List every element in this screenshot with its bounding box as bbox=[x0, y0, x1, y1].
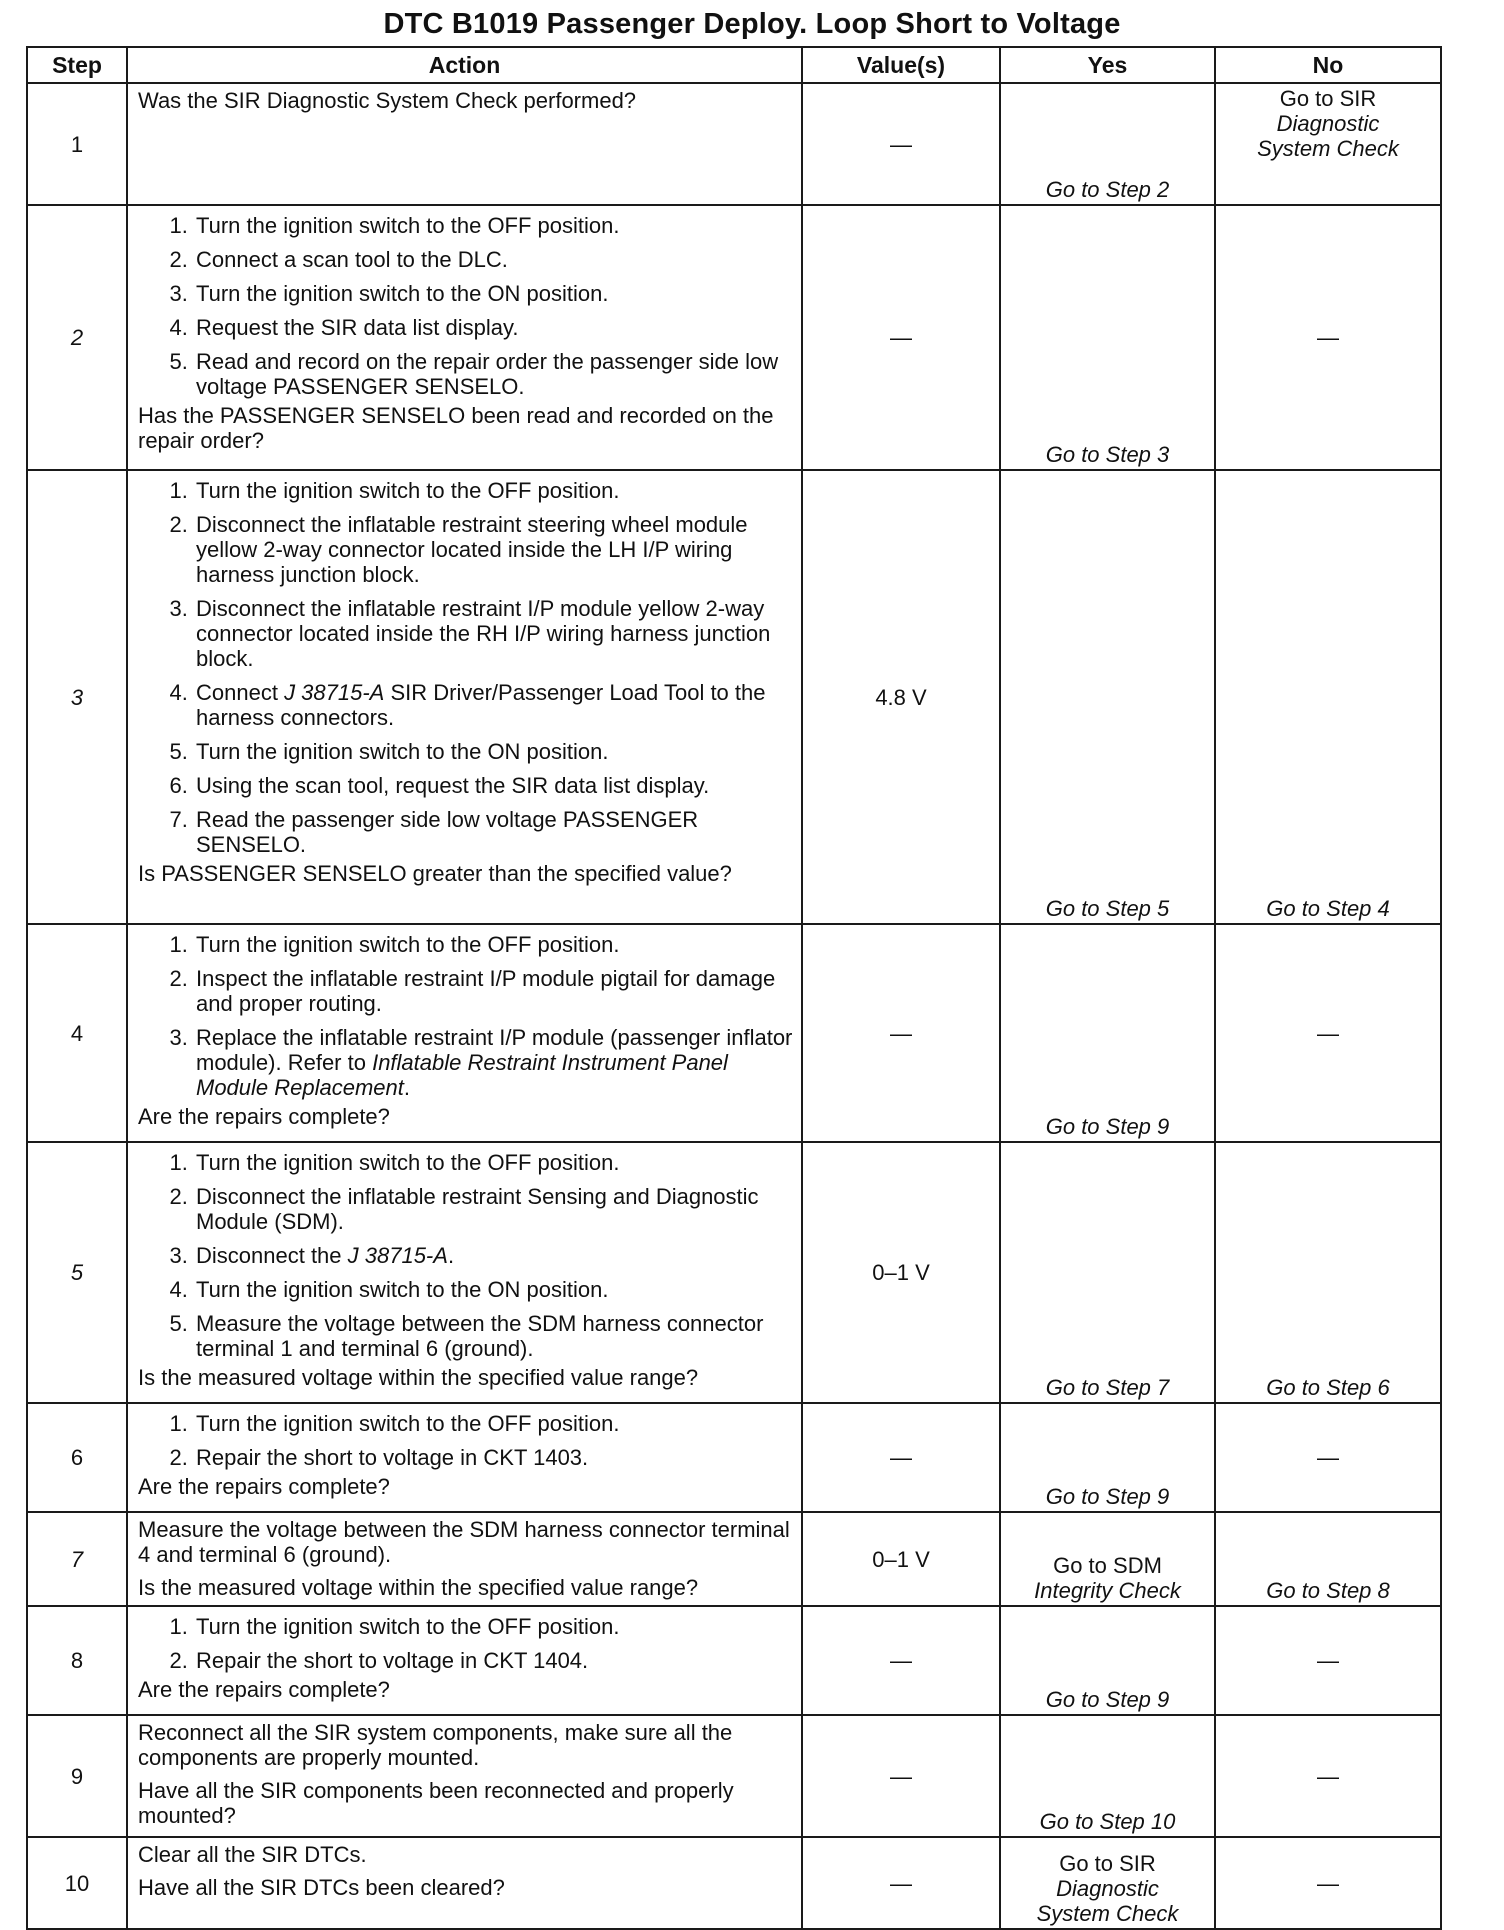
procedure-item: 1. Turn the ignition switch to the OFF position. bbox=[194, 213, 793, 238]
step-number: 6 bbox=[27, 1403, 127, 1512]
value-cell: — bbox=[802, 1715, 1000, 1837]
value-cell: — bbox=[802, 1837, 1000, 1929]
procedure-item: 1. Turn the ignition switch to the OFF position. bbox=[194, 932, 793, 957]
table-row-step-2 bbox=[27, 205, 1441, 470]
step-number: 4 bbox=[27, 924, 127, 1142]
no-link[interactable]: Go to Step 6 bbox=[1266, 1375, 1390, 1400]
step-number: 10 bbox=[27, 1837, 127, 1929]
procedure-item: 3. Disconnect the inflatable restraint I/P module yellow 2-way connector located inside the RH I/P wiring harness junction block. bbox=[194, 596, 793, 671]
yes-cell bbox=[1000, 1837, 1215, 1929]
item-text: Replace the inflatable restraint I/P module (passenger inflator module). Refer to bbox=[196, 1025, 793, 1075]
no-link[interactable]: Go to Step 4 bbox=[1266, 896, 1390, 921]
item-text: SIR Driver/Passenger Load Tool to the harness connectors. bbox=[196, 680, 766, 730]
step-number: 5 bbox=[27, 1142, 127, 1403]
procedure-item: 2. Repair the short to voltage in CKT 1403. bbox=[194, 1445, 793, 1470]
tool-reference: J 38715-A bbox=[347, 1243, 448, 1268]
procedure-list bbox=[138, 1150, 793, 1361]
action-cell bbox=[127, 470, 802, 924]
no-cell bbox=[1215, 1512, 1441, 1606]
step-number: 3 bbox=[27, 470, 127, 924]
table-row-step-7 bbox=[27, 1512, 1441, 1606]
table-row-step-10 bbox=[27, 1837, 1441, 1929]
procedure-item: 7. Read the passenger side low voltage PASSENGER SENSELO. bbox=[194, 807, 793, 857]
header-no: No bbox=[1215, 47, 1441, 83]
procedure-item: 6. Using the scan tool, request the SIR data list display. bbox=[194, 773, 793, 798]
procedure-item: 1. Turn the ignition switch to the OFF position. bbox=[194, 1150, 793, 1175]
no-cell: — bbox=[1215, 1837, 1441, 1929]
no-link[interactable] bbox=[1257, 86, 1399, 161]
step-question: Have all the SIR components been reconnected and properly mounted? bbox=[138, 1778, 734, 1828]
step-number: 8 bbox=[27, 1606, 127, 1715]
tool-reference: J 38715-A bbox=[284, 680, 385, 705]
procedure-item: 5. Measure the voltage between the SDM harness connector terminal 1 and terminal 6 (ground). bbox=[194, 1311, 793, 1361]
step-number: 9 bbox=[27, 1715, 127, 1837]
yes-link[interactable]: Go to Step 9 bbox=[1045, 1687, 1170, 1712]
no-cell: — bbox=[1215, 1606, 1441, 1715]
no-cell bbox=[1215, 1142, 1441, 1403]
yes-link[interactable]: Go to Step 7 bbox=[1045, 1375, 1170, 1400]
no-line: Go to SIR bbox=[1279, 86, 1377, 111]
step-question: Is PASSENGER SENSELO greater than the specified value? bbox=[138, 861, 732, 886]
yes-link[interactable] bbox=[1037, 1851, 1179, 1926]
procedure-list bbox=[138, 932, 793, 1100]
yes-cell bbox=[1000, 83, 1215, 205]
table-row-step-8 bbox=[27, 1606, 1441, 1715]
action-cell bbox=[127, 1715, 802, 1837]
procedure-item: 1. Turn the ignition switch to the OFF position. bbox=[194, 1614, 793, 1639]
procedure-item: 2. Connect a scan tool to the DLC. bbox=[194, 247, 793, 272]
action-cell bbox=[127, 1142, 802, 1403]
header-values: Value(s) bbox=[802, 47, 1000, 83]
step-question: Have all the SIR DTCs been cleared? bbox=[138, 1875, 505, 1900]
no-cell: — bbox=[1215, 924, 1441, 1142]
yes-cell bbox=[1000, 924, 1215, 1142]
table-row-step-3 bbox=[27, 470, 1441, 924]
action-cell bbox=[127, 1837, 802, 1929]
step-number: 1 bbox=[27, 83, 127, 205]
value-cell: 4.8 V bbox=[802, 470, 1000, 924]
header-step: Step bbox=[27, 47, 127, 83]
table-row-step-1 bbox=[27, 83, 1441, 205]
yes-cell bbox=[1000, 1606, 1215, 1715]
no-cell: — bbox=[1215, 205, 1441, 470]
table-header-row bbox=[27, 47, 1441, 83]
procedure-item: 3. Turn the ignition switch to the ON position. bbox=[194, 281, 793, 306]
no-line: Diagnostic bbox=[1276, 111, 1380, 136]
value-cell: 0–1 V bbox=[802, 1512, 1000, 1606]
table-row-step-4 bbox=[27, 924, 1441, 1142]
no-cell: — bbox=[1215, 1715, 1441, 1837]
procedure-item: 4. Turn the ignition switch to the ON position. bbox=[194, 1277, 793, 1302]
value-cell: — bbox=[802, 1403, 1000, 1512]
step-number: 7 bbox=[27, 1512, 127, 1606]
item-text: . bbox=[447, 1243, 455, 1268]
no-link[interactable]: Go to Step 8 bbox=[1266, 1578, 1390, 1603]
procedure-reference[interactable]: Inflatable Restraint Instrument Panel Module Replacement bbox=[196, 1050, 728, 1100]
procedure-item: 5. Turn the ignition switch to the ON position. bbox=[194, 739, 793, 764]
yes-link[interactable]: Go to Step 2 bbox=[1045, 177, 1170, 202]
header-yes: Yes bbox=[1000, 47, 1215, 83]
value-cell: — bbox=[802, 205, 1000, 470]
yes-line: Go to SIR bbox=[1059, 1851, 1156, 1876]
value-cell: — bbox=[802, 1606, 1000, 1715]
procedure-item: 2. Disconnect the inflatable restraint Sensing and Diagnostic Module (SDM). bbox=[194, 1184, 793, 1234]
value-cell: 0–1 V bbox=[802, 1142, 1000, 1403]
step-question: Are the repairs complete? bbox=[138, 1677, 390, 1702]
yes-cell bbox=[1000, 470, 1215, 924]
procedure-list bbox=[138, 478, 793, 857]
action-cell bbox=[127, 83, 802, 205]
step-instruction: Reconnect all the SIR system components, make sure all the components are properly mounted. bbox=[138, 1720, 733, 1770]
no-cell bbox=[1215, 470, 1441, 924]
procedure-item: 1. Turn the ignition switch to the OFF position. bbox=[194, 1411, 793, 1436]
procedure-item: 2. Disconnect the inflatable restraint steering wheel module yellow 2-way connector located inside the LH I/P wiring harness junction block. bbox=[194, 512, 793, 587]
yes-line: Diagnostic bbox=[1056, 1876, 1159, 1901]
procedure-item: 2. Inspect the inflatable restraint I/P module pigtail for damage and proper routing. bbox=[194, 966, 793, 1016]
table-row-step-5 bbox=[27, 1142, 1441, 1403]
yes-cell bbox=[1000, 205, 1215, 470]
value-cell: — bbox=[802, 83, 1000, 205]
action-cell bbox=[127, 924, 802, 1142]
table-row-step-9 bbox=[27, 1715, 1441, 1837]
yes-link[interactable]: Go to Step 9 bbox=[1045, 1114, 1170, 1139]
yes-line: System Check bbox=[1036, 1901, 1179, 1926]
yes-link[interactable]: Go to Step 3 bbox=[1045, 442, 1170, 467]
procedure-item: 5. Read and record on the repair order the passenger side low voltage PASSENGER SENSELO. bbox=[194, 349, 793, 399]
yes-cell bbox=[1000, 1715, 1215, 1837]
procedure-item bbox=[194, 680, 793, 730]
no-line: System Check bbox=[1257, 136, 1399, 161]
yes-link[interactable]: Go to Step 9 bbox=[1045, 1484, 1170, 1509]
yes-cell bbox=[1000, 1512, 1215, 1606]
yes-link[interactable]: Go to Step 5 bbox=[1045, 896, 1170, 921]
step-question: Are the repairs complete? bbox=[138, 1104, 390, 1129]
procedure-item bbox=[194, 1025, 793, 1100]
step-question: Has the PASSENGER SENSELO been read and recorded on the repair order? bbox=[138, 403, 774, 453]
step-question: Was the SIR Diagnostic System Check performed? bbox=[138, 88, 637, 113]
table-row-step-6 bbox=[27, 1403, 1441, 1512]
item-text: Disconnect the bbox=[196, 1243, 348, 1268]
yes-link[interactable]: Go to Step 10 bbox=[1039, 1809, 1176, 1834]
value-cell: — bbox=[802, 924, 1000, 1142]
procedure-list bbox=[138, 1411, 793, 1470]
item-text: . bbox=[403, 1075, 411, 1100]
action-cell bbox=[127, 1606, 802, 1715]
step-question: Are the repairs complete? bbox=[138, 1474, 390, 1499]
yes-cell bbox=[1000, 1142, 1215, 1403]
procedure-item: 2. Repair the short to voltage in CKT 1404. bbox=[194, 1648, 793, 1673]
page-title: DTC B1019 Passenger Deploy. Loop Short to Voltage bbox=[383, 8, 1121, 40]
item-text: Connect bbox=[196, 680, 285, 705]
step-question: Is the measured voltage within the specified value range? bbox=[138, 1575, 699, 1600]
procedure-list bbox=[138, 213, 793, 399]
yes-line: Go to SDM bbox=[1053, 1553, 1162, 1578]
action-cell bbox=[127, 1403, 802, 1512]
procedure-item: 1. Turn the ignition switch to the OFF position. bbox=[194, 478, 793, 503]
no-cell bbox=[1215, 83, 1441, 205]
step-instruction: Measure the voltage between the SDM harness connector terminal 4 and terminal 6 (ground). bbox=[138, 1517, 790, 1567]
step-question: Is the measured voltage within the specified value range? bbox=[138, 1365, 699, 1390]
yes-line: Integrity Check bbox=[1034, 1578, 1181, 1603]
yes-link[interactable] bbox=[1034, 1553, 1181, 1603]
action-cell bbox=[127, 1512, 802, 1606]
procedure-item: 4. Request the SIR data list display. bbox=[194, 315, 793, 340]
yes-cell bbox=[1000, 1403, 1215, 1512]
procedure-list bbox=[138, 1614, 793, 1673]
dtc-table bbox=[26, 46, 1442, 1930]
header-action: Action bbox=[127, 47, 802, 83]
procedure-item bbox=[194, 1243, 793, 1268]
step-instruction: Clear all the SIR DTCs. bbox=[138, 1842, 367, 1867]
step-number: 2 bbox=[27, 205, 127, 470]
action-cell bbox=[127, 205, 802, 470]
no-cell: — bbox=[1215, 1403, 1441, 1512]
